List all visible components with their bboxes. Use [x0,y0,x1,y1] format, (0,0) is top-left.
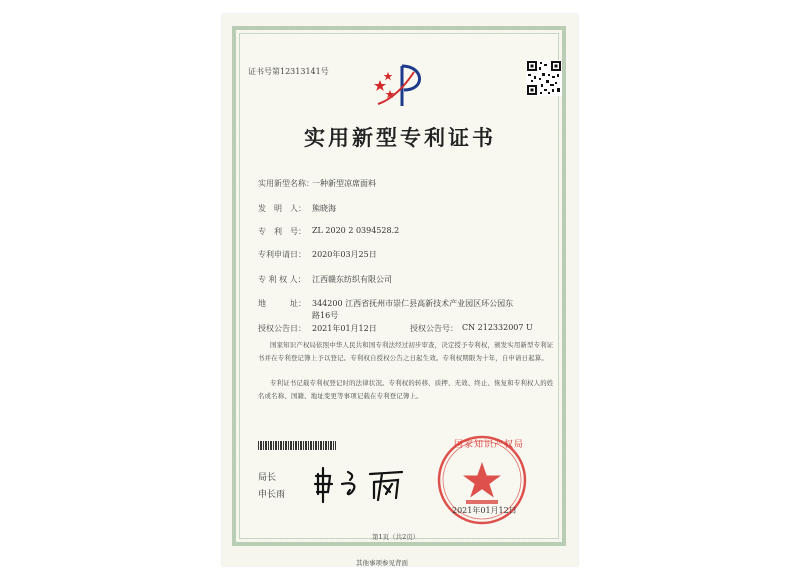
seal-date: 2021年01月12日 [452,506,517,515]
field-value-filing-date: 2020年03月25日 [312,250,377,259]
field-value-grant-date: 2021年01月12日 [312,324,377,333]
field-value-address-line2: 路16号 [312,311,339,320]
director-signature-icon [312,464,406,504]
certificate-number: 证书号第12313141号 [248,67,329,76]
field-label-inventor: 发 明 人： [258,204,306,213]
field-value-patentee: 江西赣东纺织有限公司 [312,275,392,284]
field-value-patent-number: ZL 2020 2 0394528.2 [312,226,400,235]
certificate-title: 实用新型专利证书 [304,125,496,150]
qr-code-icon [526,60,562,96]
field-label-filing-date: 专利申请日： [258,250,306,259]
field-label-patentee: 专 利 权 人： [258,275,306,284]
page-info: 第1页（共2页） [372,533,420,541]
field-label-name: 实用新型名称： [258,179,314,188]
legal-paragraph-grant: 国家知识产权局依照中华人民共和国专利法经过初步审查，决定授予专利权，颁发实用新型专利证书并在专利登记簿上予以登记。专利权自授权公告之日起生效。专利权期限为十年，自申请日起算。 [258,341,554,362]
field-value-address: 344200 江西省抚州市崇仁县高新技术产业园区环公园东 [312,299,514,308]
cnipa-logo-icon [368,60,430,112]
director-name: 申长雨 [258,490,286,500]
barcode-icon [258,441,336,450]
legal-paragraph-status: 专利证书记载专利权登记时的法律状况。专利权的转移、质押、无效、终止、恢复和专利权人的姓名或名称、国籍、地址变更等事项记载在专利登记簿上。 [258,379,554,400]
field-label-patent-number: 专 利 号： [258,227,306,236]
field-label-announcement-number: 授权公告号： [410,324,458,333]
seal-text: 国家知识产权局 [454,440,525,450]
field-value-announcement-number: CN 212332007 U [462,323,533,332]
director-title: 局长 [258,473,277,483]
field-value-inventor: 熊晓海 [312,204,336,213]
footer-note: 其他事项参见背面 [356,559,408,567]
field-label-address: 地 址： [258,299,306,308]
field-value-name: 一种新型凉席面料 [312,179,376,188]
field-label-grant-date: 授权公告日： [258,324,306,333]
